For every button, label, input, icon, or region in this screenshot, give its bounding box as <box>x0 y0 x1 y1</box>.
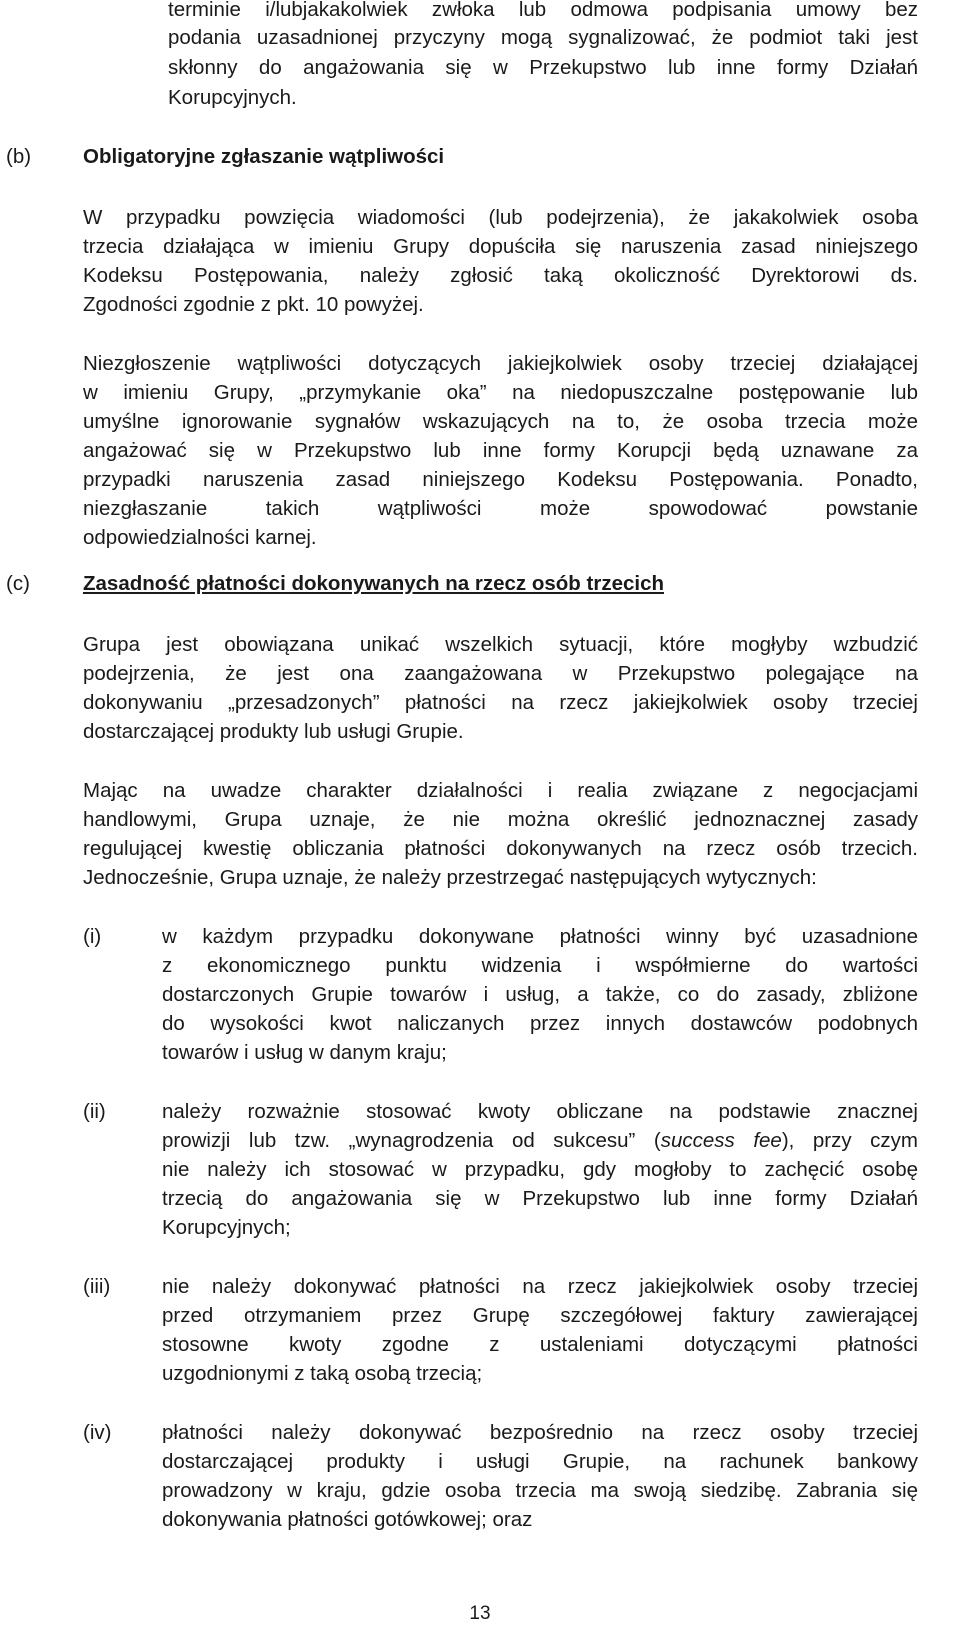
text-line: trzecią do angażowania się w Przekupstwo lub inne formy Działań <box>162 1187 918 1210</box>
text-line: nie należy dokonywać płatności na rzecz jakiejkolwiek osoby trzeciej <box>162 1275 918 1298</box>
text-line: towarów i usług w danym kraju; <box>162 1041 447 1064</box>
section-heading: Obligatoryjne zgłaszanie wątpliwości <box>83 145 445 168</box>
text-line: z ekonomicznego punktu widzenia i współmierne do wartości <box>162 954 918 977</box>
text-line: umyślne ignorowanie sygnałów wskazujących na to, że osoba trzecia może <box>83 410 918 433</box>
text-line: Korupcyjnych; <box>162 1216 291 1239</box>
text-line: Niezgłoszenie wątpliwości dotyczących jakiejkolwiek osoby trzeciej działającej <box>83 352 918 375</box>
page-number: 13 <box>469 1603 491 1624</box>
text-line: skłonny do angażowania się w Przekupstwo lub inne formy Działań <box>168 56 918 79</box>
text-line: Zgodności zgodnie z pkt. 10 powyżej. <box>83 293 424 316</box>
text-line: dokonywania płatności gotówkowej; oraz <box>162 1508 533 1531</box>
section-marker: (b) <box>6 145 32 168</box>
text-line: płatności należy dokonywać bezpośrednio na rzecz osoby trzeciej <box>162 1421 918 1444</box>
text-line: podania uzasadnionej przyczyny mogą sygnalizować, że podmiot taki jest <box>168 26 918 49</box>
text-line: terminie i/lubjakakolwiek zwłoka lub odmowa podpisania umowy bez <box>168 0 918 21</box>
text-line: należy rozważnie stosować kwoty obliczane na podstawie znacznej <box>162 1100 918 1123</box>
text-line: Grupa jest obowiązana unikać wszelkich sytuacji, które mogłyby wzbudzić <box>83 633 918 656</box>
text-line: Jednocześnie, Grupa uznaje, że należy przestrzegać następujących wytycznych: <box>83 866 817 889</box>
text-line: niezgłaszanie takich wątpliwości może spowodować powstanie <box>83 497 918 520</box>
text-line: uzgodnionymi z taką osobą trzecią; <box>162 1362 483 1385</box>
text-line: odpowiedzialności karnej. <box>83 526 317 549</box>
section-heading: Zasadność płatności dokonywanych na rzecz osób trzecich <box>83 572 664 595</box>
text-line: dostarczającej produkty lub usługi Grupie. <box>83 720 464 743</box>
list-item-marker: (iv) <box>83 1421 112 1444</box>
text-line: stosowne kwoty zgodne z ustaleniami dotyczącymi płatności <box>162 1333 918 1356</box>
text-line: przypadki naruszenia zasad niniejszego Kodeksu Postępowania. Ponadto, <box>83 468 918 491</box>
text-line: w każdym przypadku dokonywane płatności winny być uzasadnione <box>162 925 918 948</box>
section-marker: (c) <box>6 572 30 595</box>
text-line: nie należy ich stosować w przypadku, gdy mogłoby to zachęcić osobę <box>162 1158 918 1181</box>
text-line: regulującej kwestię obliczania płatności dokonywanych na rzecz osób trzecich. <box>83 837 918 860</box>
text-line: dostarczającej produkty i usługi Grupie, na rachunek bankowy <box>162 1450 918 1473</box>
list-item-marker: (iii) <box>83 1275 111 1298</box>
text-line: przed otrzymaniem przez Grupę szczegółowej faktury zawierającej <box>162 1304 918 1327</box>
text-line: W przypadku powzięcia wiadomości (lub podejrzenia), że jakakolwiek osoba <box>83 206 918 229</box>
text-segment: prowizji lub tzw. „wynagrodzenia od sukcesu” ( <box>162 1129 661 1152</box>
text-line: dostarczonych Grupie towarów i usług, a także, co do zasady, zbliżone <box>162 983 918 1006</box>
text-line <box>162 1129 918 1153</box>
text-line: Mając na uwadze charakter działalności i realia związane z negocjacjami <box>83 779 918 802</box>
text-line: Korupcyjnych. <box>168 86 297 109</box>
text-line: trzecia działająca w imieniu Grupy dopuściła się naruszenia zasad niniejszego <box>83 235 918 258</box>
text-line: Kodeksu Postępowania, należy zgłosić taką okoliczność Dyrektorowi ds. <box>83 264 918 287</box>
list-item-marker: (ii) <box>83 1100 106 1123</box>
text-line: do wysokości kwot naliczanych przez innych dostawców podobnych <box>162 1012 918 1035</box>
text-line: prowadzony w kraju, gdzie osoba trzecia ma swoją siedzibę. Zabrania się <box>162 1479 918 1502</box>
text-line: handlowymi, Grupa uznaje, że nie można określić jednoznacznej zasady <box>83 808 918 831</box>
text-line: w imieniu Grupy, „przymykanie oka” na niedopuszczalne postępowanie lub <box>83 381 918 404</box>
text-line: podejrzenia, że jest ona zaangażowana w Przekupstwo polegające na <box>83 662 918 685</box>
italic-term: success fee <box>660 1129 782 1152</box>
text-line: dokonywaniu „przesadzonych” płatności na rzecz jakiejkolwiek osoby trzeciej <box>83 691 918 714</box>
text-segment: ), przy czym <box>781 1129 919 1152</box>
text-line: angażować się w Przekupstwo lub inne formy Korupcji będą uznawane za <box>83 439 918 462</box>
list-item-marker: (i) <box>83 925 102 948</box>
